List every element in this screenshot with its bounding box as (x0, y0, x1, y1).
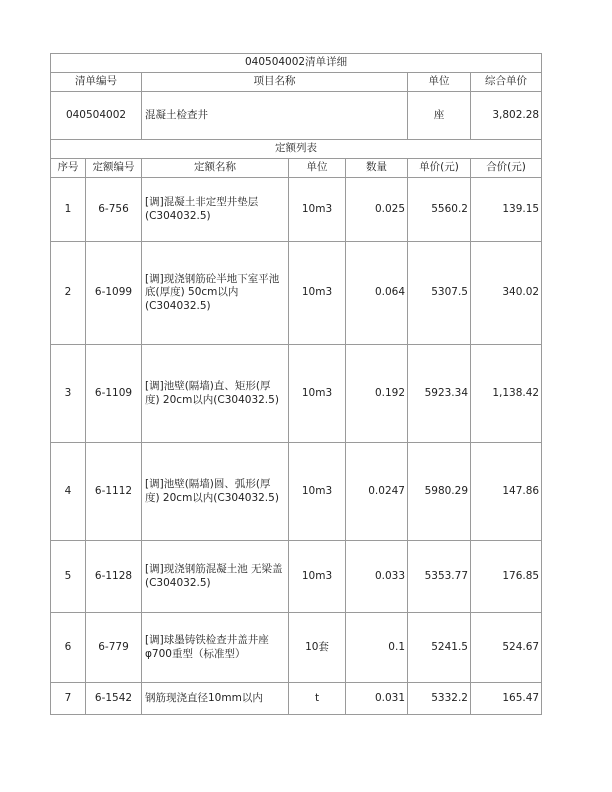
row-unit: 10m3 (289, 242, 346, 345)
row-name: [调]现浇钢筋混凝土池 无梁盖(C304032.5) (142, 541, 289, 613)
row-seq: 7 (51, 683, 86, 715)
row-qty: 0.1 (346, 613, 408, 683)
row-unit: 10m3 (289, 443, 346, 541)
table-row (51, 443, 542, 541)
bill-row (51, 92, 542, 140)
row-name: [调]池壁(隔墙)圆、弧形(厚度) 20cm以内(C304032.5) (142, 443, 289, 541)
row-total: 139.15 (471, 178, 542, 242)
quota-title: 定额列表 (51, 140, 542, 159)
row-total: 524.67 (471, 613, 542, 683)
row-price: 5560.2 (408, 178, 471, 242)
row-seq: 4 (51, 443, 86, 541)
row-total: 176.85 (471, 541, 542, 613)
row-name: [调]现浇钢筋砼半地下室平池底(厚度) 50cm以内(C304032.5) (142, 242, 289, 345)
row-price: 5332.2 (408, 683, 471, 715)
quota-code-header: 定额编号 (86, 159, 142, 178)
total-header: 合价(元) (471, 159, 542, 178)
row-code: 6-1542 (86, 683, 142, 715)
bill-name: 混凝土检查井 (142, 92, 408, 140)
bill-name-header: 项目名称 (142, 73, 408, 92)
row-qty: 0.0247 (346, 443, 408, 541)
row-price: 5241.5 (408, 613, 471, 683)
table-row (51, 178, 542, 242)
row-qty: 0.192 (346, 345, 408, 443)
row-unit: 10套 (289, 613, 346, 683)
row-price: 5353.77 (408, 541, 471, 613)
table-row (51, 345, 542, 443)
row-code: 6-1128 (86, 541, 142, 613)
quota-title-row (51, 140, 542, 159)
row-total: 165.47 (471, 683, 542, 715)
row-total: 1,138.42 (471, 345, 542, 443)
row-name: [调]混凝土非定型井垫层(C304032.5) (142, 178, 289, 242)
row-seq: 2 (51, 242, 86, 345)
row-seq: 6 (51, 613, 86, 683)
quota-header-row (51, 159, 542, 178)
row-name: [调]池壁(隔墙)直、矩形(厚度) 20cm以内(C304032.5) (142, 345, 289, 443)
row-code: 6-779 (86, 613, 142, 683)
table-row (51, 242, 542, 345)
row-price: 5307.5 (408, 242, 471, 345)
table-row (51, 683, 542, 715)
qty-header: 数量 (346, 159, 408, 178)
row-unit: 10m3 (289, 345, 346, 443)
row-name: [调]球墨铸铁检查井盖井座φ700重型（标准型） (142, 613, 289, 683)
bill-title: 040504002清单详细 (51, 54, 542, 73)
row-qty: 0.025 (346, 178, 408, 242)
table-row (51, 613, 542, 683)
row-code: 6-1109 (86, 345, 142, 443)
seq-header: 序号 (51, 159, 86, 178)
bill-title-row (51, 54, 542, 73)
row-qty: 0.033 (346, 541, 408, 613)
row-unit: t (289, 683, 346, 715)
row-seq: 1 (51, 178, 86, 242)
table-row (51, 541, 542, 613)
row-code: 6-756 (86, 178, 142, 242)
row-seq: 3 (51, 345, 86, 443)
row-qty: 0.064 (346, 242, 408, 345)
row-code: 6-1099 (86, 242, 142, 345)
bill-header-row (51, 73, 542, 92)
row-price: 5980.29 (408, 443, 471, 541)
row-unit: 10m3 (289, 178, 346, 242)
unit-header: 单位 (289, 159, 346, 178)
price-header: 单价(元) (408, 159, 471, 178)
row-unit: 10m3 (289, 541, 346, 613)
bill-unit: 座 (408, 92, 471, 140)
bill-detail-table (50, 53, 542, 715)
bill-code: 040504002 (51, 92, 142, 140)
quota-name-header: 定额名称 (142, 159, 289, 178)
row-total: 147.86 (471, 443, 542, 541)
row-name: 钢筋现浇直径10mm以内 (142, 683, 289, 715)
row-seq: 5 (51, 541, 86, 613)
row-price: 5923.34 (408, 345, 471, 443)
row-code: 6-1112 (86, 443, 142, 541)
bill-code-header: 清单编号 (51, 73, 142, 92)
bill-unit-header: 单位 (408, 73, 471, 92)
bill-unit-price: 3,802.28 (471, 92, 542, 140)
row-total: 340.02 (471, 242, 542, 345)
bill-unit-price-header: 综合单价 (471, 73, 542, 92)
row-qty: 0.031 (346, 683, 408, 715)
